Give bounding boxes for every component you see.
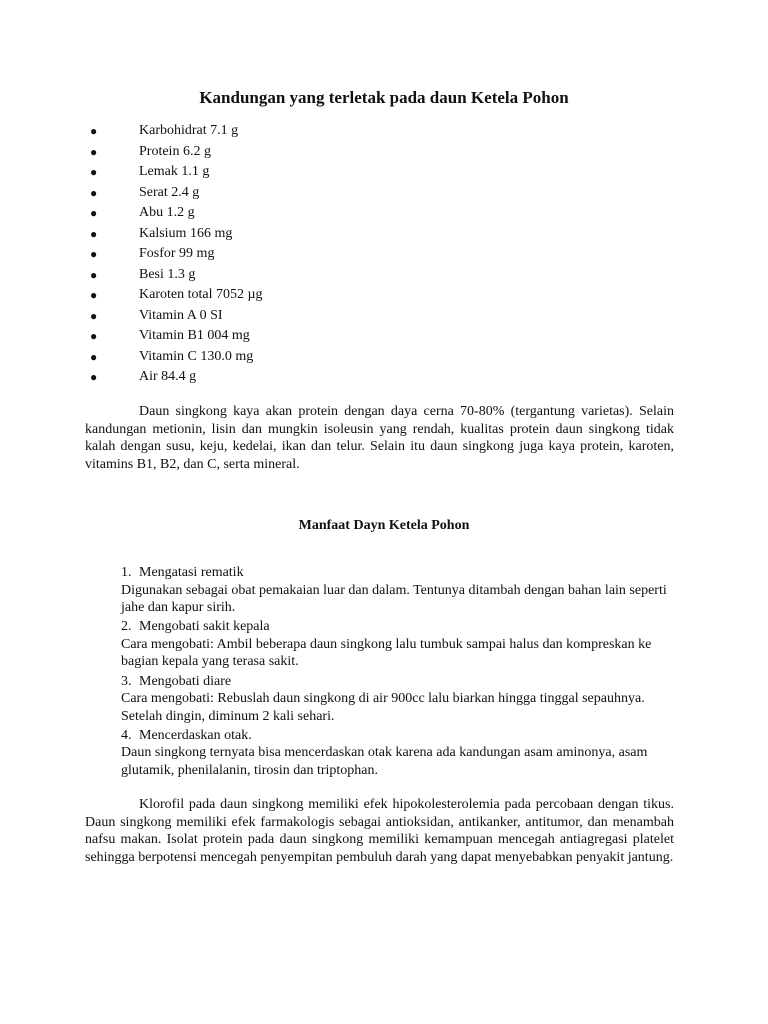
benefit-heading: Mencerdaskan otak. bbox=[139, 727, 252, 743]
benefit-heading: Mengobati diare bbox=[139, 673, 232, 689]
benefit-description: Cara mengobati: Rebuslah daun singkong di air 900cc lalu biarkan hingga tinggal sepauhnya. Setelah dingin, diminum 2 kali sehari. bbox=[121, 691, 645, 724]
nutrient-label: Kalsium 166 mg bbox=[139, 225, 233, 241]
nutrient-label: Besi 1.3 g bbox=[139, 266, 196, 282]
nutrient-label: Serat 2.4 g bbox=[139, 184, 200, 200]
bullet-icon: ● bbox=[90, 308, 98, 323]
benefit-number: 2. bbox=[121, 619, 132, 635]
bullet-icon: ● bbox=[90, 370, 98, 384]
nutrient-label: Abu 1.2 g bbox=[139, 205, 195, 220]
benefit-description: Cara mengobati: Ambil beberapa daun singkong lalu tumbuk sampai halus dan kompreskan ke bagian kepala yang terasa sakit. bbox=[121, 636, 652, 670]
bullet-icon: ● bbox=[90, 226, 98, 241]
benefit-number: 1. bbox=[121, 565, 132, 580]
document-title: Kandungan yang terletak pada daun Ketela Pohon bbox=[199, 88, 569, 107]
nutrient-label: Lemak 1.1 g bbox=[139, 164, 210, 179]
benefit-description: Daun singkong ternyata bisa mencerdaskan otak karena ada kandungan asam aminonya, asam glutamik, phenilalanin, tirosin dan triptophan. bbox=[121, 745, 648, 779]
benefit-item bbox=[121, 673, 681, 726]
bullet-icon: ● bbox=[90, 206, 98, 220]
nutrient-label: Karbohidrat 7.1 g bbox=[139, 123, 239, 138]
benefit-heading: Mengobati sakit kepala bbox=[139, 619, 270, 635]
bullet-icon: ● bbox=[90, 349, 98, 364]
bullet-icon: ● bbox=[90, 329, 98, 343]
nutrient-label: Vitamin A 0 SI bbox=[139, 307, 223, 323]
benefit-number: 4. bbox=[121, 727, 132, 743]
intro-paragraph: Daun singkong kaya akan protein dengan daya cerna 70-80% (tergantung varietas). Selain kandungan metionin, lisin dan mungkin isoleusin yang rendah, kualitas protein daun singkong tidak kalah dengan susu, keju, kedelai, ikan dan telur. Selain itu daun singkong juga kaya protein, karoten, vitamins B1, B2, dan C, serta mineral. bbox=[85, 404, 674, 472]
nutrient-label: Karoten total 7052 µg bbox=[139, 287, 263, 302]
section-heading: Manfaat Dayn Ketela Pohon bbox=[298, 518, 470, 533]
nutrient-label: Fosfor 99 mg bbox=[139, 246, 215, 261]
bullet-icon: ● bbox=[90, 247, 98, 261]
nutrient-label: Air 84.4 g bbox=[139, 369, 197, 384]
nutrient-label: Vitamin C 130.0 mg bbox=[139, 348, 254, 364]
benefit-description: Digunakan sebagai obat pemakaian luar dan dalam. Tentunya ditambah dengan bahan lain seperti jahe dan kapur sirih. bbox=[121, 582, 667, 616]
bullet-icon: ● bbox=[90, 267, 98, 282]
benefit-number: 3. bbox=[121, 673, 132, 689]
benefit-item bbox=[121, 727, 681, 780]
bullet-icon: ● bbox=[90, 165, 98, 179]
closing-paragraph: Klorofil pada daun singkong memiliki efek hipokolesterolemia pada percobaan dengan tikus. Daun singkong memiliki efek farmakologis sebagai antioksidan, antikanker, antitumor, dan menambah nafsu makan. Isolat protein pada daun singkong memiliki kemampuan mencegah antiagregasi platelet sehingga berpotensi mencegah penyempitan pembuluh darah yang dapat menyebabkan penyakit jantung. bbox=[85, 797, 674, 865]
benefit-heading: Mengatasi rematik bbox=[139, 565, 244, 580]
bullet-icon: ● bbox=[90, 144, 98, 159]
nutrient-label: Protein 6.2 g bbox=[139, 143, 211, 159]
benefit-item bbox=[121, 564, 681, 617]
nutrient-label: Vitamin B1 004 mg bbox=[139, 328, 250, 343]
bullet-icon: ● bbox=[90, 185, 98, 200]
benefits-list bbox=[121, 564, 681, 781]
benefit-item bbox=[121, 618, 681, 671]
bullet-icon: ● bbox=[90, 288, 98, 302]
bullet-icon: ● bbox=[90, 124, 98, 138]
